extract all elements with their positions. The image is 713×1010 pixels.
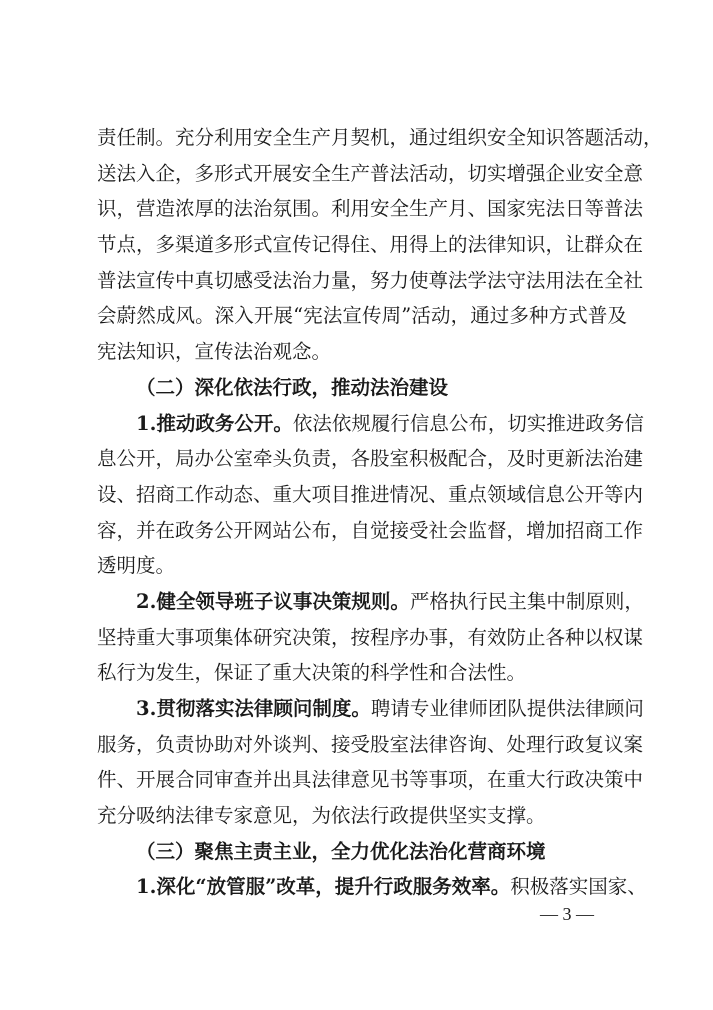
paragraph-line: 责任制。充分利用安全生产月契机，通过组织安全知识答题活动， — [97, 126, 663, 149]
paragraph-line: 透明度。 — [97, 554, 176, 578]
paragraph-line: 普法宣传中真切感受法治力量，努力使尊法学法守法用法在全社 — [97, 268, 644, 292]
paragraph-line: 宪法知识，宣传法治观念。 — [97, 340, 332, 364]
item-3-1-first-line — [97, 869, 647, 905]
paragraph-line: 设、招商工作动态、重大项目推进情况、重点领域信息公开等内 — [97, 482, 644, 506]
item-2-3-title: 3.贯彻落实法律顾问制度。 — [136, 697, 371, 720]
paragraph-line: 私行为发生，保证了重大决策的科学性和合法性。 — [97, 661, 527, 685]
paragraph-line: 服务，负责协助对外谈判、接受股室法律咨询、处理行政复议案 — [97, 732, 644, 756]
paragraph-line: 识，营造浓厚的法治氛围。利用安全生产月、国家宪法日等普法 — [97, 197, 644, 221]
item-2-3-first-line — [97, 691, 644, 727]
item-3-1-title: 1.深化“放管服”改革，提升行政服务效率。 — [136, 875, 511, 899]
paragraph-line: 节点，多渠道多形式宣传记得住、用得上的法律知识，让群众在 — [97, 233, 644, 257]
item-2-1-title: 1.推动政务公开。 — [136, 411, 293, 435]
paragraph-line: 息公开，局办公室牵头负责，各股室积极配合，及时更新法治建 — [97, 447, 644, 471]
item-2-2-title: 2.健全领导班子议事决策规则。 — [136, 589, 410, 613]
section-heading-3: （三）聚焦主责主业，全力优化法治化营商环境 — [136, 839, 546, 863]
item-2-2-first-line — [97, 584, 644, 620]
document-body — [97, 120, 663, 905]
paragraph-line: 送法入企，多形式开展安全生产普法活动，切实增强企业安全意 — [97, 161, 644, 185]
paragraph-line: 坚持重大事项集体研究决策，按程序办事，有效防止各种以权谋 — [97, 625, 644, 649]
paragraph-line: 容，并在政务公开网站公布，自觉接受社会监督，增加招商工作 — [97, 518, 644, 542]
section-heading-2: （二）深化依法行政，推动法治建设 — [136, 375, 449, 399]
item-2-1-first-line — [97, 406, 644, 442]
item-2-1-text: 依法依规履行信息公布，切实推进政务信 — [292, 411, 644, 435]
item-3-1-text: 积极落实国家、 — [510, 875, 647, 899]
item-2-3-text: 聘请专业律师团队提供法律顾问 — [370, 697, 644, 720]
paragraph-line: 会蔚然成风。深入开展“宪法宣传周”活动，通过多种方式普及 — [97, 304, 627, 328]
item-2-2-text: 严格执行民主集中制原则， — [409, 589, 644, 613]
page-number: — 3 — — [540, 904, 594, 924]
paragraph-line: 充分吸纳法律专家意见，为依法行政提供坚实支撑。 — [97, 804, 546, 828]
paragraph-line: 件、开展合同审查并出具法律意见书等事项，在重大行政决策中 — [97, 768, 644, 792]
